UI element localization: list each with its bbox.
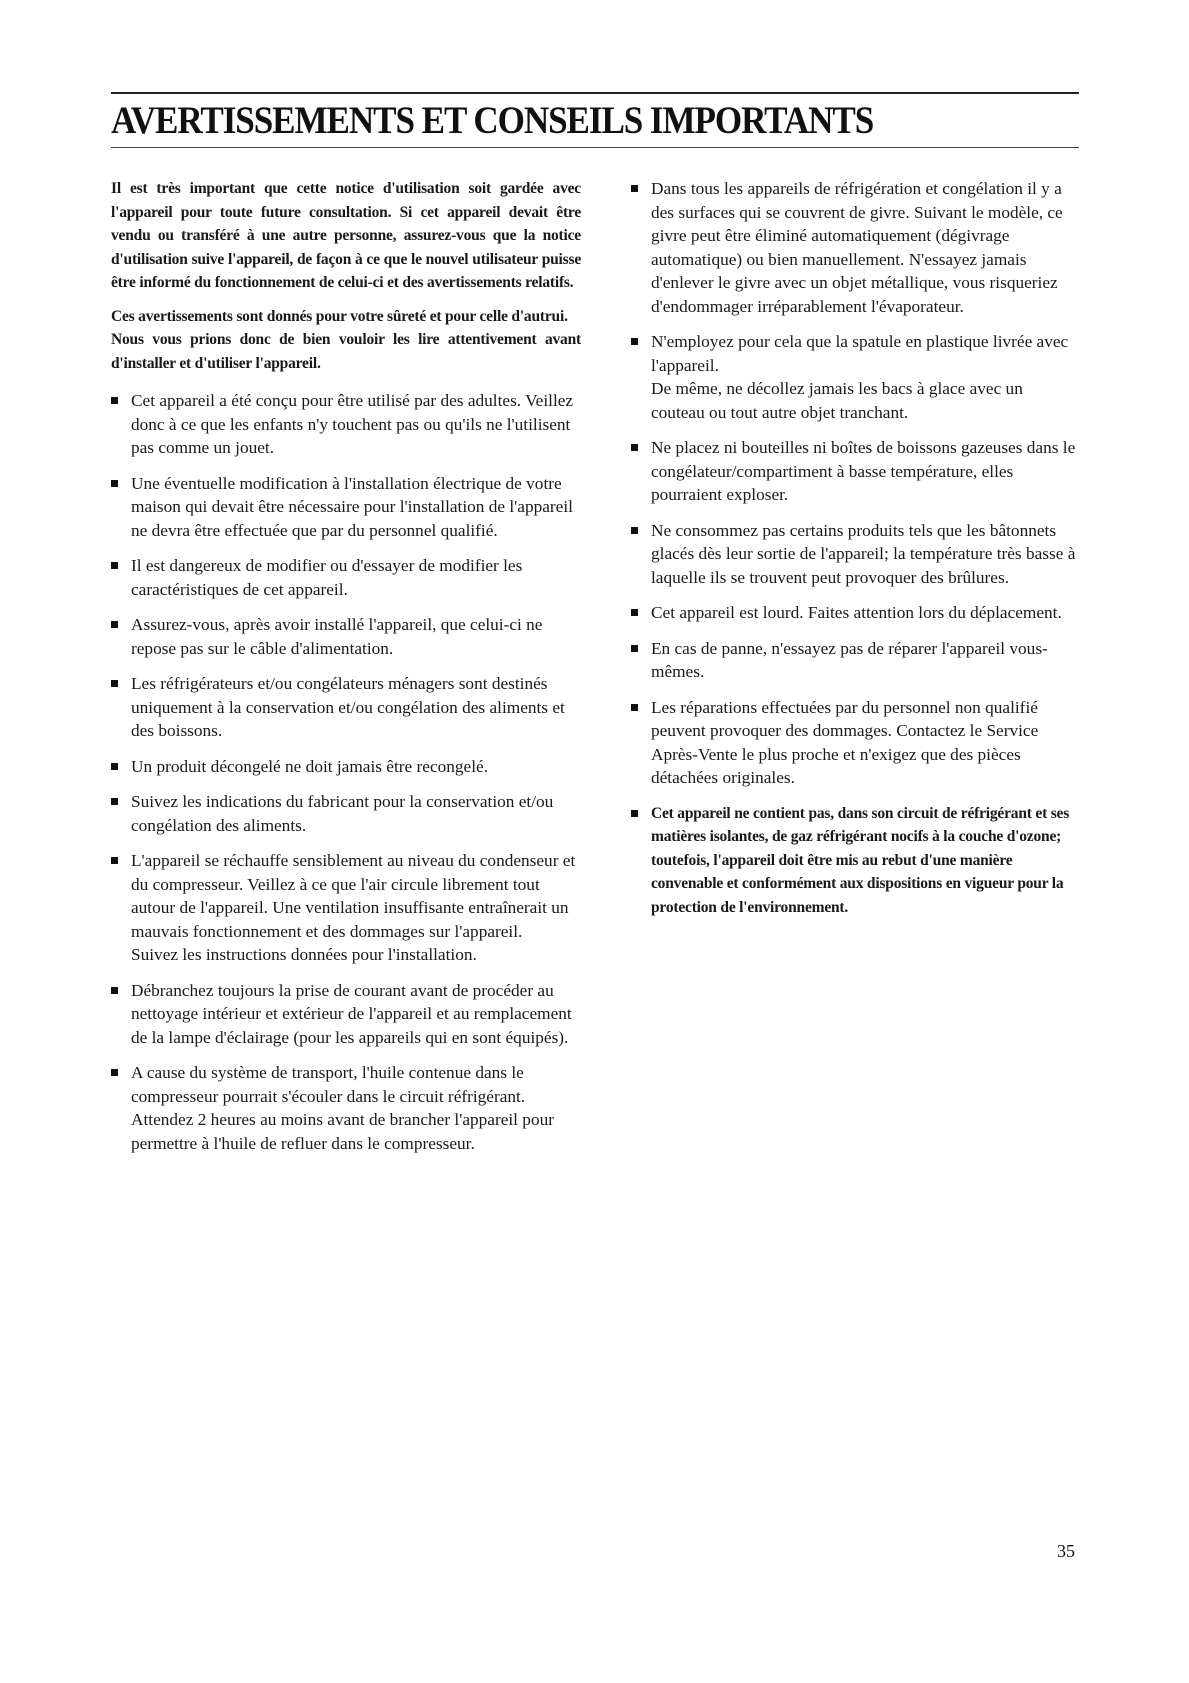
page-title: AVERTISSEMENTS ET CONSEILS IMPORTANTS <box>111 99 874 142</box>
warning-item <box>631 696 1079 790</box>
warning-item-text: Ne consommez pas certains produits tels que les bâtonnets glacés dès leur sortie de l'appareil; la température très basse à laquelle ils se trouvent peut provoquer des brûlures. <box>651 520 1076 587</box>
intro-paragraph-3: Nous vous prions donc de bien vouloir les lire attentivement avant d'installer et d'utiliser l'appareil. <box>111 331 581 372</box>
bullet-square-icon <box>631 185 638 192</box>
warning-item <box>111 672 581 743</box>
bullet-square-icon <box>111 798 118 805</box>
warning-item-text: Un produit décongelé ne doit jamais être recongelé. <box>131 756 489 776</box>
warning-item-text: L'appareil se réchauffe sensiblement au niveau du condenseur et du compresseur. Veillez à ce que l'air circule librement tout autour de l'appareil. Une ventilation insuffisante entraînerait un mauvais fonctionnement et des dommages sur l'appareil. Suivez les instructions données pour l'installation. <box>131 851 576 964</box>
bullet-square-icon <box>631 609 638 616</box>
warning-item-text: Les réfrigérateurs et/ou congélateurs ménagers sont destinés uniquement à la conservation et/ou congélation des aliments et des boissons. <box>131 674 565 740</box>
bullet-square-icon <box>631 810 638 817</box>
warning-item-text: Cet appareil est lourd. Faites attention lors du déplacement. <box>651 603 1062 622</box>
warning-item-text: Débranchez toujours la prise de courant avant de procéder au nettoyage intérieur et extérieur de l'appareil et au remplacement de la lampe d'éclairage (pour les appareils qui en sont équipés). <box>131 980 572 1047</box>
bullet-square-icon <box>631 444 638 451</box>
bullet-square-icon <box>111 621 118 628</box>
warning-item-text: Ne placez ni bouteilles ni boîtes de boissons gazeuses dans le congélateur/compartiment à basse température, elles pourraient exploser. <box>651 438 1076 504</box>
title-top-rule <box>111 92 1079 94</box>
warning-item-text: Cet appareil a été conçu pour être utilisé par des adultes. Veillez donc à ce que les enfants n'y touchent pas ou qu'ils ne l'utilisent pas comme un jouet. <box>131 391 574 457</box>
warning-item-text: Dans tous les appareils de réfrigération et congélation il y a des surfaces qui se couvrent de givre. Suivant le modèle, ce givre peut être éliminé automatiquement (dégivrage automatique) ou bien manuellement. N'essayez jamais d'enlever le givre avec un objet métallique, vous risqueriez d'endommager irréparablement l'évaporateur. <box>651 179 1063 316</box>
warning-item <box>631 637 1079 684</box>
warning-item-text: Suivez les indications du fabricant pour la conservation et/ou congélation des aliments. <box>131 792 554 835</box>
warning-item <box>631 601 1079 625</box>
warning-item-text: A cause du système de transport, l'huile contenue dans le compresseur pourrait s'écouler dans le circuit réfrigérant. Attendez 2 heures au moins avant de brancher l'appareil pour permettre à l'huile de refluer dans le compresseur. <box>131 1063 554 1153</box>
warning-item-text: En cas de panne, n'essayez pas de réparer l'appareil vous-mêmes. <box>651 638 1048 681</box>
intro-paragraph-1: Il est très important que cette notice d'utilisation soit gardée avec l'appareil pour toute future consultation. Si cet appareil devait être vendu ou transféré à une autre personne, assurez-vous que la notice d'utilisation suive l'appareil, de façon à ce que le nouvel utilisateur puisse être informé du fonctionnement de celui-ci et des avertissements relatifs. <box>111 180 581 291</box>
warning-item <box>631 519 1079 590</box>
left-warning-list <box>111 389 581 1155</box>
bullet-square-icon <box>111 480 118 487</box>
warning-item-text: Les réparations effectuées par du personnel non qualifié peuvent provoquer des dommages. Contactez le Service Après-Vente le plus proche et n'exigez que des pièces détachées originales. <box>651 697 1039 787</box>
bullet-square-icon <box>631 338 638 345</box>
right-warning-list <box>631 177 1079 919</box>
warning-item <box>111 554 581 601</box>
warning-item <box>631 436 1079 507</box>
title-bottom-rule <box>111 147 1079 148</box>
warning-item <box>111 790 581 837</box>
warning-item <box>111 849 581 967</box>
bullet-square-icon <box>631 704 638 711</box>
bullet-square-icon <box>111 857 118 864</box>
warning-item-text: Cet appareil ne contient pas, dans son circuit de réfrigérant et ses matières isolantes, de gaz réfrigérant nocifs à la couche d'ozone; toutefois, l'appareil doit être mis au rebut d'une manière convenable et conformément aux dispositions en vigueur pour la protection de l'environnement. <box>651 804 1070 916</box>
warning-item <box>631 177 1079 318</box>
warning-item <box>111 472 581 543</box>
warning-item-text: N'employez pour cela que la spatule en plastique livrée avec l'appareil. De même, ne décollez jamais les bacs à glace avec un couteau ou tout autre objet tranchant. <box>651 332 1069 422</box>
page-number: 35 <box>1057 1541 1075 1561</box>
bullet-square-icon <box>111 562 118 569</box>
bullet-square-icon <box>631 527 638 534</box>
warning-item <box>111 389 581 460</box>
bullet-square-icon <box>631 645 638 652</box>
warning-item-text: Une éventuelle modification à l'installation électrique de votre maison qui devait être nécessaire pour l'installation de l'appareil ne devra être effectuée que par du personnel qualifié. <box>131 473 573 540</box>
warning-item <box>631 802 1079 920</box>
right-column <box>631 177 1079 931</box>
warning-item <box>111 979 581 1050</box>
bullet-square-icon <box>111 763 118 770</box>
warning-item <box>111 613 581 660</box>
warning-item <box>631 330 1079 424</box>
intro-paragraph-2: Ces avertissements sont donnés pour votre sûreté et pour celle d'autrui. <box>111 307 568 325</box>
bullet-square-icon <box>111 987 118 994</box>
bullet-square-icon <box>111 1069 118 1076</box>
warning-item <box>111 755 581 779</box>
bullet-square-icon <box>111 680 118 687</box>
left-column <box>111 177 581 1167</box>
warning-item-text: Il est dangereux de modifier ou d'essayer de modifier les caractéristiques de cet appareil. <box>131 556 523 599</box>
warning-item <box>111 1061 581 1155</box>
warning-item-text: Assurez-vous, après avoir installé l'appareil, que celui-ci ne repose pas sur le câble d'alimentation. <box>131 615 543 658</box>
bullet-square-icon <box>111 397 118 404</box>
